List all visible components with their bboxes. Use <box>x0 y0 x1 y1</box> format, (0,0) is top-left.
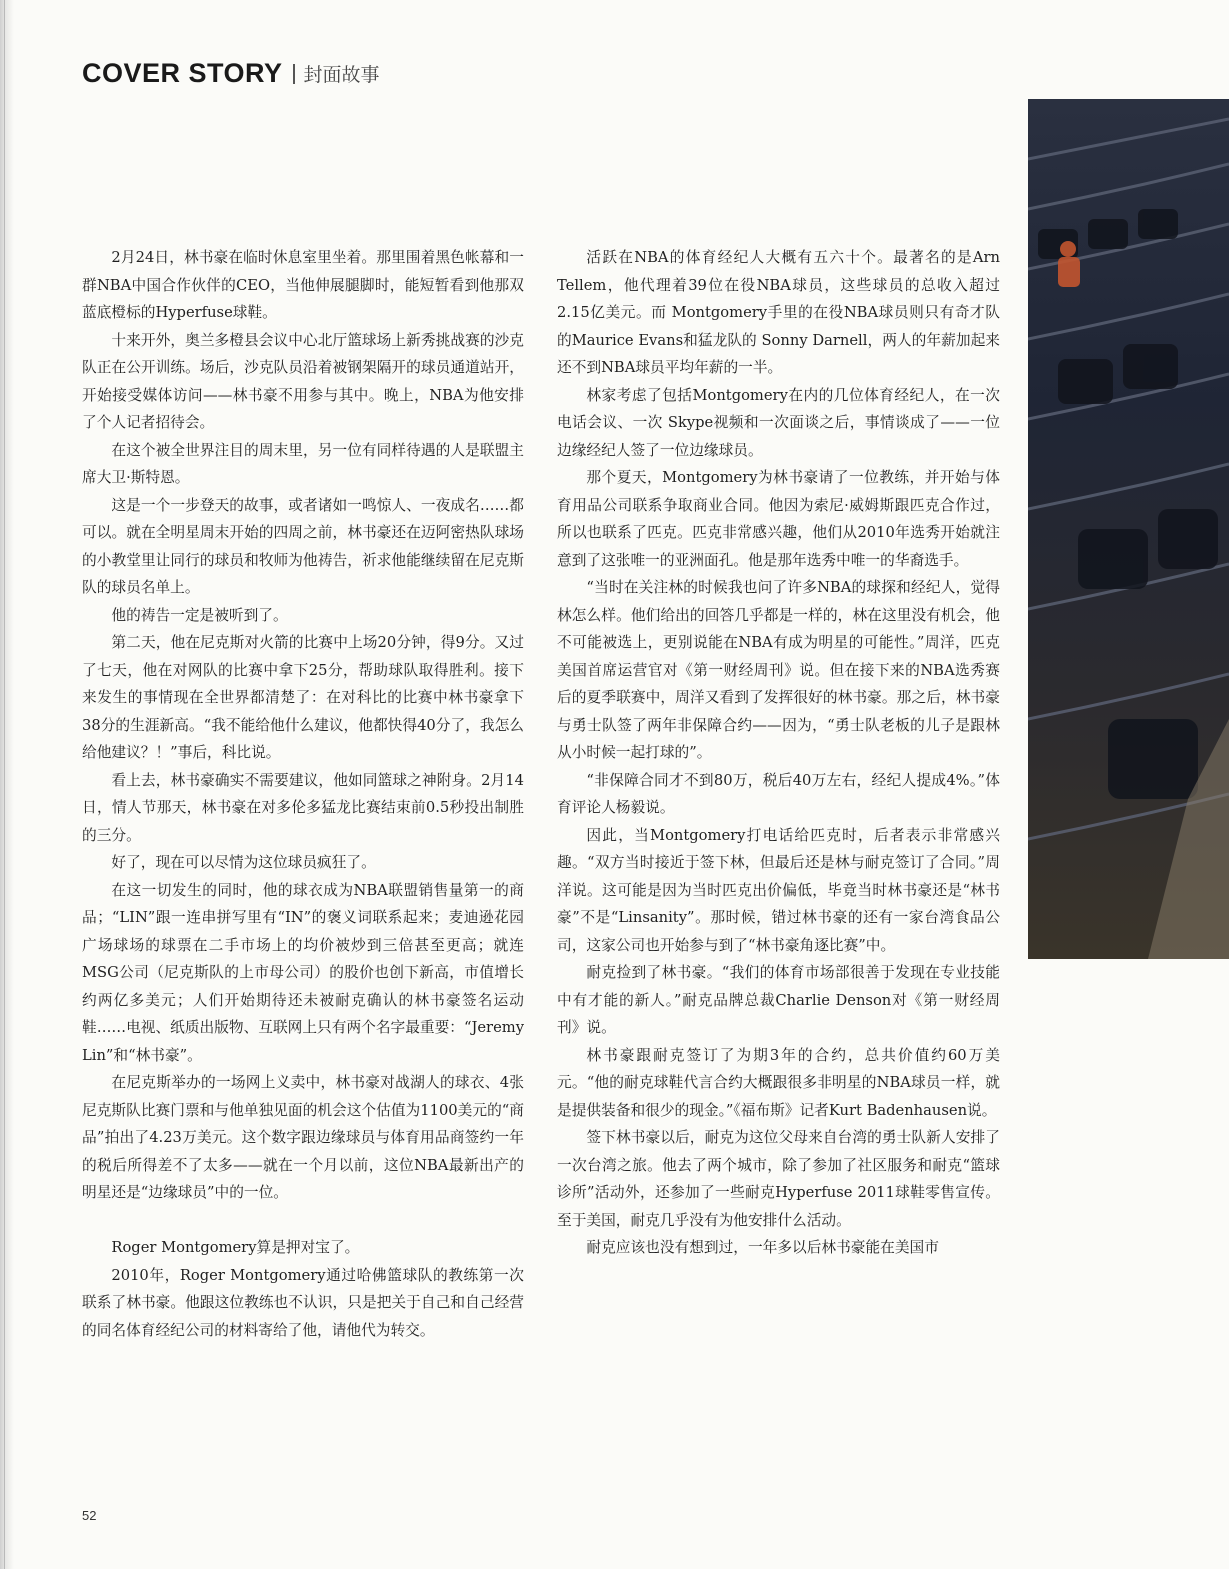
section-header <box>82 58 380 89</box>
paragraph: 在尼克斯举办的一场网上义卖中，林书豪对战湖人的球衣、4张尼克斯队比赛门票和与他单独见面的机会这个估值为1100美元的“商品”拍出了4.23万美元。这个数字跟边缘球员与体育用品商签约一年的税后所得差不了太多——就在一个月以前，这位NBA最新出产的明星还是“边缘球员”中的一位。 <box>82 1074 524 1201</box>
paragraph: Roger Montgomery算是押对宝了。 <box>111 1239 360 1256</box>
paragraph: 耐克捡到了林书豪。“我们的体育市场部很善于发现在专业技能中有才能的新人。”耐克品牌总裁Charlie Denson对《第一财经周刊》说。 <box>557 964 1000 1036</box>
arena-seats-photo <box>1028 99 1229 959</box>
paragraph: 十来开外，奥兰多橙县会议中心北厅篮球场上新秀挑战赛的沙克队正在公开训练。场后，沙克队员沿着被钢架隔开的球员通道站开，开始接受媒体访问——林书豪不用参与其中。晚上，NBA为他安排了个人记者招待会。 <box>82 331 524 431</box>
paragraph: 在这个被全世界注目的周末里，另一位有同样待遇的人是联盟主席大卫·斯特恩。 <box>82 441 524 486</box>
paragraph: 林家考虑了包括Montgomery在内的几位体育经纪人，在一次电话会议、一次 Skype视频和一次面谈之后，事情谈成了——一位边缘经纪人签了一位边缘球员。 <box>557 386 1000 459</box>
paragraph: 第二天，他在尼克斯对火箭的比赛中上场20分钟，得9分。又过了七天，他在对网队的比赛中拿下25分，帮助球队取得胜利。接下来发生的事情现在全世界都清楚了：在对科比的比赛中林书豪拿下38分的生涯新高。“我不能给他什么建议，他都快得40分了，我怎么给他建议？！”事后，科比说。 <box>82 634 524 761</box>
paragraph: 2月24日，林书豪在临时休息室里坐着。那里围着黑色帐幕和一群NBA中国合作伙伴的CEO，当他伸展腿脚时，能短暂看到他那双蓝底橙标的Hyperfuse球鞋。 <box>82 249 524 321</box>
paragraph: 在这一切发生的同时，他的球衣成为NBA联盟销售量第一的商品；“LIN”跟一连串拼写里有“IN”的褒义词联系起来；麦迪逊花园广场球场的球票在二手市场上的均价被炒到三倍甚至更高；就连MSG公司（尼克斯队的上市母公司）的股价也创下新高，市值增长约两亿多美元；人们开始期待还未被耐克确认的林书豪签名运动鞋……电视、纸质出版物、互联网上只有两个名字最重要：“Jeremy Lin”和“林书豪”。 <box>82 881 524 1064</box>
paragraph: 活跃在NBA的体育经纪人大概有五六十个。最著名的是Arn Tellem，他代理着39位在役NBA球员，这些球员的总收入超过2.15亿美元。而 Montgomery手里的在役NBA球员则只有奇才队的Maurice Evans和猛龙队的 Sonny Darnell，两人的年薪加起来还不到NBA球员平均年薪的一半。 <box>557 249 1000 376</box>
paragraph: 那个夏天，Montgomery为林书豪请了一位教练，并开始与体育用品公司联系争取商业合同。他因为索尼·威姆斯跟匹克合作过，所以也联系了匹克。匹克非常感兴趣，他们从2010年选秀开始就注意到了这张唯一的亚洲面孔。他是那年选秀中唯一的华裔选手。 <box>557 469 1000 569</box>
paragraph: 好了，现在可以尽情为这位球员疯狂了。 <box>111 854 376 871</box>
paragraph: “当时在关注林的时候我也问了许多NBA的球探和经纪人，觉得林怎么样。他们给出的回答几乎都是一样的，林在这里没有机会，他不可能被选上，更别说能在NBA有成为明星的可能性。”周洋，匹克美国首席运营官对《第一财经周刊》说。但在接下来的NBA选秀赛后的夏季联赛中，周洋又看到了发挥很好的林书豪。那之后，林书豪与勇士队签了两年非保障合约——因为，“勇士队老板的儿子是跟林从小时候一起打球的”。 <box>557 579 1000 761</box>
header-divider <box>293 64 295 84</box>
paragraph: “非保障合同才不到80万，税后40万左右，经纪人提成4%。”体育评论人杨毅说。 <box>557 771 1000 816</box>
article-column-right <box>557 244 1000 1262</box>
paragraph: 他的祷告一定是被听到了。 <box>111 606 288 624</box>
section-kicker: COVER STORY <box>82 58 283 88</box>
article-column-left <box>82 244 524 1344</box>
paragraph: 耐克应该也没有想到过，一年多以后林书豪能在美国市 <box>586 1239 939 1256</box>
page-spine <box>0 0 14 1569</box>
paragraph: 看上去，林书豪确实不需要建议，他如同篮球之神附身。2月14日，情人节那天，林书豪在对多伦多猛龙比赛结束前0.5秒投出制胜的三分。 <box>82 771 524 844</box>
section-title-cn: 封面故事 <box>303 64 380 86</box>
paragraph: 因此，当Montgomery打电话给匹克时，后者表示非常感兴趣。“双方当时接近于签下林，但最后还是林与耐克签订了合同。”周洋说。这可能是因为当时匹克出价偏低，毕竟当时林书豪还是“林书豪”不是“Linsanity”。那时候，错过林书豪的还有一家台湾食品公司，这家公司也开始参与到了“林书豪角逐比赛”中。 <box>557 826 1000 954</box>
paragraph: 2010年，Roger Montgomery通过哈佛篮球队的教练第一次联系了林书豪。他跟这位教练也不认识，只是把关于自己和自己经营的同名体育经纪公司的材料寄给了他，请他代为转交。 <box>82 1266 524 1339</box>
paragraph: 签下林书豪以后，耐克为这位父母来自台湾的勇士队新人安排了一次台湾之旅。他去了两个城市，除了参加了社区服务和耐克“篮球诊所”活动外，还参加了一些耐克Hyperfuse 2011球鞋零售宣传。至于美国，耐克几乎没有为他安排什么活动。 <box>557 1129 1000 1229</box>
page-number: 52 <box>82 1508 97 1523</box>
paragraph: 林书豪跟耐克签订了为期3年的合约，总共价值约60万美元。“他的耐克球鞋代言合约大概跟很多非明星的NBA球员一样，就是提供装备和很少的现金。”《福布斯》记者Kurt Badenhausen说。 <box>557 1046 1000 1119</box>
paragraph: 这是一个一步登天的故事，或者诸如一鸣惊人、一夜成名……都可以。就在全明星周末开始的四周之前，林书豪还在迈阿密热队球场的小教堂里让同行的球员和牧师为他祷告，祈求他能继续留在尼克斯队的球员名单上。 <box>82 496 524 596</box>
